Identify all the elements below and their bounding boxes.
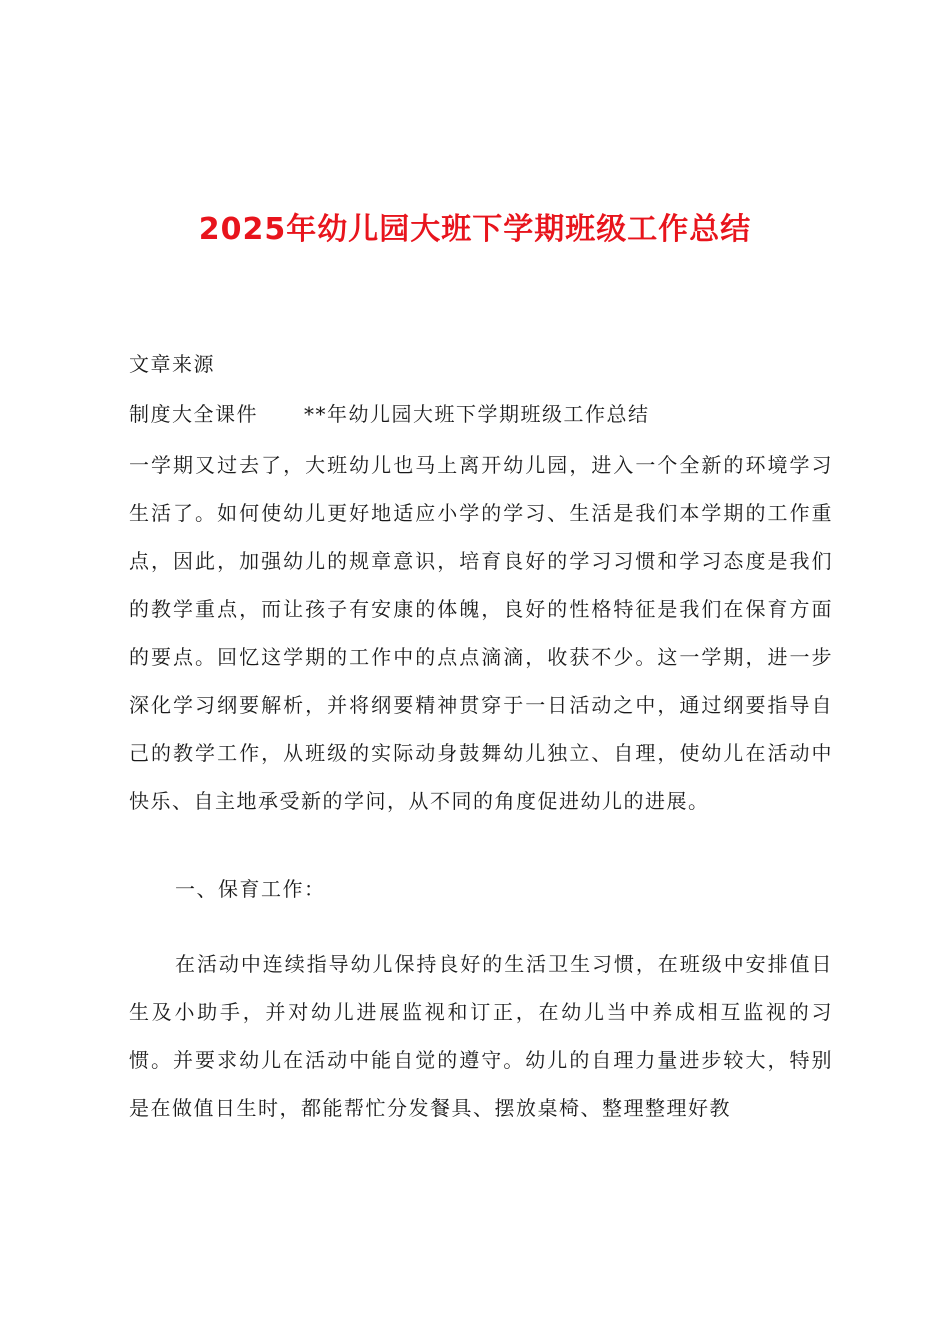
source-name: 制度大全课件	[129, 402, 258, 426]
document-subtitle: **年幼儿园大班下学期班级工作总结	[304, 402, 650, 426]
intro-paragraph: 一学期又过去了，大班幼儿也马上离开幼儿园，进入一个全新的环境学习生活了。如何使幼儿更好地适应小学的学习、生活是我们本学期的工作重点，因此，加强幼儿的规章意识，培育良好的学习习惯和学习态度是我们的教学重点，而让孩子有安康的体魄，良好的性格特征是我们在保育方面的要点。回忆这学期的工作中的点点滴滴，收获不少。这一学期，进一步深化学习纲要解析，并将纲要精神贯穿于一日活动之中，通过纲要指导自己的教学工作，从班级的实际动身鼓舞幼儿独立、自理，使幼儿在活动中快乐、自主地承受新的学问，从不同的角度促进幼儿的进展。	[129, 453, 833, 813]
document-title: 2025年幼儿园大班下学期班级工作总结	[198, 212, 752, 247]
source-label: 文章来源	[129, 352, 215, 376]
care-paragraph: 在活动中连续指导幼儿保持良好的生活卫生习惯，在班级中安排值日生及小助手，并对幼儿进展监视和订正，在幼儿当中养成相互监视的习惯。并要求幼儿在活动中能自觉的遵守。幼儿的自理力量进步较大，特别是在做值日生时，都能帮忙分发餐具、摆放桌椅、整理整理好教	[129, 952, 833, 1120]
source-row	[129, 401, 650, 427]
care-block	[129, 940, 833, 1132]
section-heading-care: 一、保育工作：	[175, 877, 326, 901]
intro-block	[129, 441, 833, 825]
